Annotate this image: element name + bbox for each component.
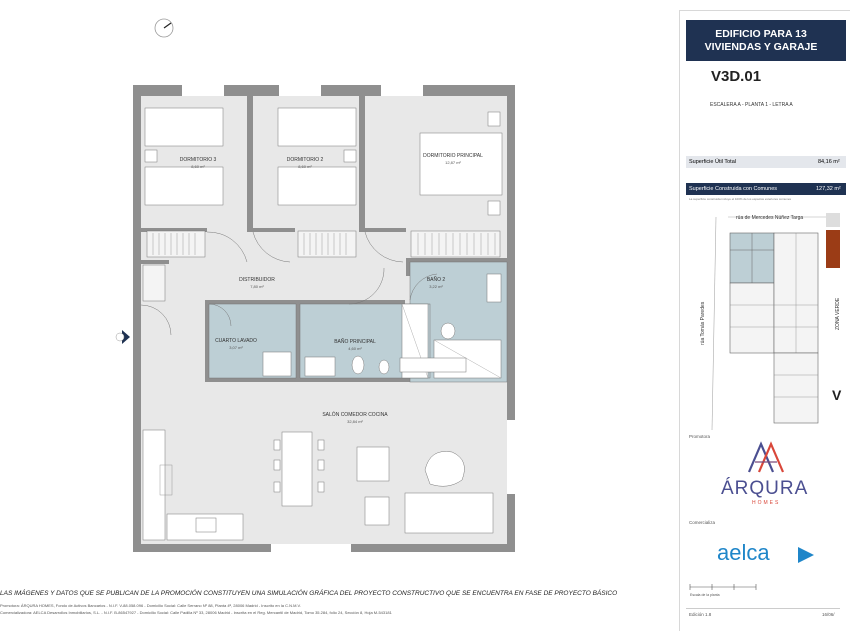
room-label-cuarto-lavado: CUARTO LAVADO 3,07 m² [215, 338, 257, 350]
superficie-util-label: Superficie Útil Total [689, 159, 736, 165]
room-label-bano-principal: BAÑO PRINCIPAL 4,60 m² [334, 339, 376, 351]
svg-text:V: V [832, 387, 842, 403]
superficie-note: La superficie construida incluye el 100% de los espacios exteriores comunes [689, 197, 792, 201]
legal-line-2: Comercializadora: AELCA Desarrollos Inmobiliarios, S.L. - N.I.F. B-86547927 - Domicilio Social: Calle Padilla Nº 33, 28006 Madrid - Inscrita en el Reg. Mercantil de Madrid, Tomo 35.284, folio 24, Sección 8, Hoja M-543181 [0, 610, 392, 615]
street-label-top: rúa de Mercedes Núñez Targa [736, 215, 804, 221]
room-label-dormitorio-principal: DORMITORIO PRINCIPAL 12,87 m² [423, 153, 483, 165]
legal-line-1: Promotora: ÁRQURA HOMES, Fondo de Activos Bancarios - N.I.F. V-88.058.096 - Domicilio Social: Calle Serrano Nº 88, Planta 4ª, 28006 Madrid - Inscrito en la C.N.M.V. [0, 603, 301, 608]
room-label-distribuidor: DISTRIBUIDOR 7,80 m² [239, 277, 275, 289]
superficie-util-value: 84,16 m² [818, 159, 840, 165]
date-label: 16/06/ [822, 612, 835, 617]
scale-bar [688, 583, 758, 591]
north-arrow-icon [155, 19, 173, 37]
footer-divider [686, 608, 840, 609]
comercializa-label: Comercializa [689, 520, 716, 525]
arqura-sub: HOMES [752, 500, 781, 506]
superficie-construida-label: Superficie Construida con Comunes [689, 186, 778, 192]
unit-location: ESCALERA A - PLANTA 1 - LETRA A [710, 102, 793, 108]
arqura-name: ÁRQURA [721, 478, 809, 499]
scale-label: Escala de la planta [690, 593, 720, 597]
superficie-util-row [686, 156, 846, 168]
superficie-construida-row [686, 183, 846, 195]
aelca-arrow-icon [796, 545, 816, 565]
building-title: EDIFICIO PARA 13 VIVIENDAS Y GARAJE [686, 20, 846, 61]
key-plan [686, 205, 840, 430]
room-label-bano-2: BAÑO 2 3,22 m² [426, 277, 446, 289]
superficie-construida-value: 127,32 m² [816, 186, 841, 192]
street-label-left: rúa Tomás Paredes [700, 301, 706, 345]
room-label-dormitorio-2: DORMITORIO 2 8,60 m² [286, 157, 324, 169]
room-label-salon: SALÓN COMEDOR COCINA 32,84 m² [322, 412, 388, 424]
disclaimer-text: LAS IMÁGENES Y DATOS QUE SE PUBLICAN DE LA PROMOCIÓN CONSTITUYEN UNA SIMULACIÓN GRÁFICA DEL PROYECTO CONSTRUCTIVO QUE SE ENCUENTRA EN FASE DE PROYECTO BÁSICO [0, 590, 618, 597]
promotora-label: Promotora [689, 434, 711, 439]
aelca-name: aelca [717, 540, 770, 565]
arqura-logo-icon [746, 440, 788, 474]
unit-code: V3D.01 [711, 68, 762, 85]
zona-verde-label: ZONA VERDE [835, 297, 841, 330]
edition-label: Edición 1.8 [689, 612, 712, 617]
room-label-dormitorio-3: DORMITORIO 3 8,60 m² [179, 157, 217, 169]
